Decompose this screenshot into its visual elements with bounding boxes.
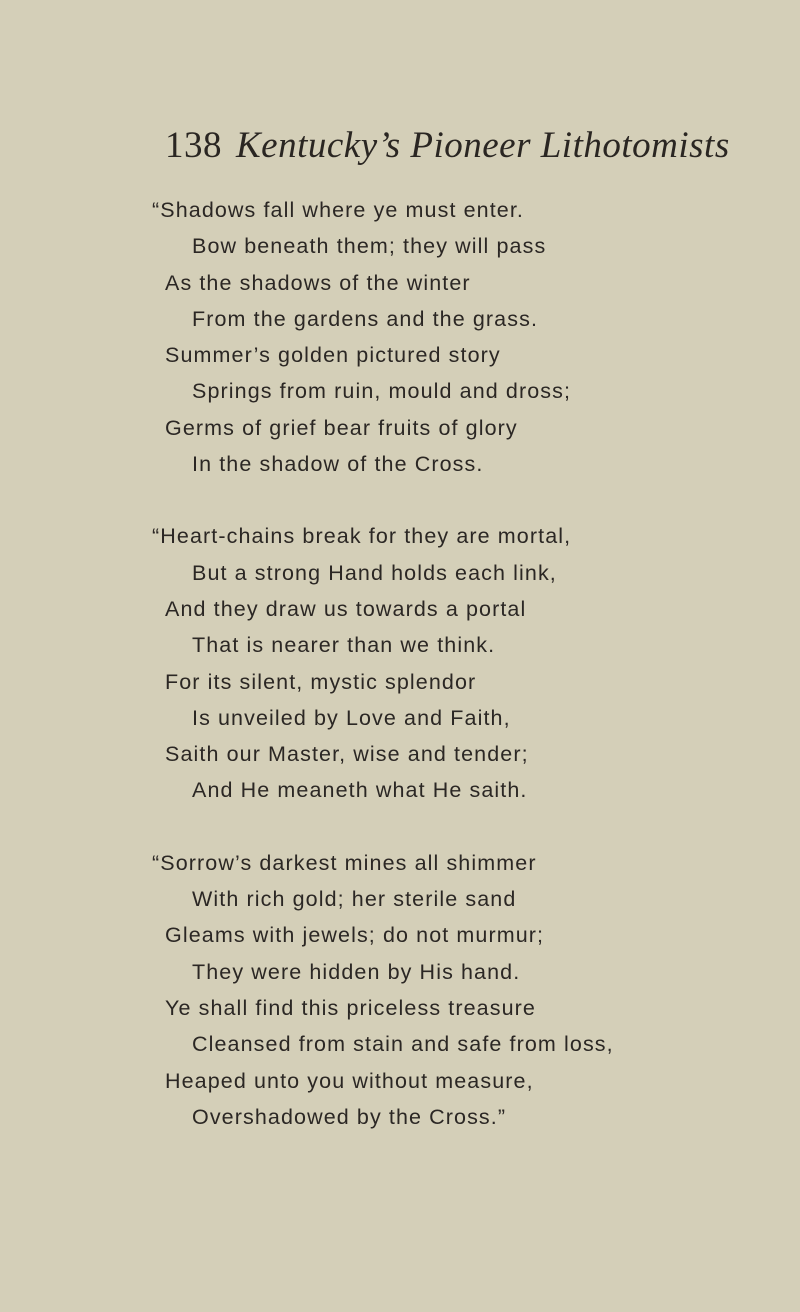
poem-line: And He meaneth what He saith. (192, 778, 528, 803)
poem-line: As the shadows of the winter (165, 270, 471, 295)
poem-line: Saith our Master, wise and tender; (165, 742, 529, 767)
poem-line: Overshadowed by the Cross.” (192, 1104, 507, 1129)
poem-line: Gleams with jewels; do not murmur; (165, 923, 545, 948)
poem-line: From the gardens and the grass. (192, 306, 539, 331)
running-title: Kentucky’s Pioneer Lithotomists (236, 125, 730, 166)
poem-line: For its silent, mystic splendor (165, 669, 477, 694)
poem-line: Heaped unto you without measure, (165, 1068, 534, 1093)
poem-line: And they draw us towards a portal (165, 596, 527, 621)
poem-line: Germs of grief bear fruits of glory (165, 415, 518, 440)
poem-line: But a strong Hand holds each link, (192, 560, 557, 585)
poem-line: “Heart-chains break for they are mortal, (152, 524, 572, 549)
poem (152, 192, 614, 1135)
page-number: 138 (165, 125, 222, 166)
poem-line: Springs from ruin, mould and dross; (192, 379, 572, 404)
poem-line: That is nearer than we think. (192, 633, 496, 658)
stanza (152, 845, 614, 1135)
poem-line: Ye shall find this priceless treasure (165, 995, 536, 1020)
poem-line: Cleansed from stain and safe from loss, (192, 1032, 614, 1057)
poem-line: With rich gold; her sterile sand (192, 887, 517, 912)
running-header (165, 124, 730, 167)
poem-line: Summer’s golden pictured story (165, 343, 501, 368)
poem-line: “Shadows fall where ye must enter. (152, 198, 525, 222)
poem-line: They were hidden by His hand. (192, 959, 521, 984)
stanza (152, 518, 614, 808)
poem-line: In the shadow of the Cross. (192, 452, 484, 477)
poem-line: “Sorrow’s darkest mines all shimmer (152, 850, 537, 875)
poem-line: Bow beneath them; they will pass (192, 234, 547, 259)
poem-line: Is unveiled by Love and Faith, (192, 705, 511, 730)
stanza (152, 192, 614, 482)
